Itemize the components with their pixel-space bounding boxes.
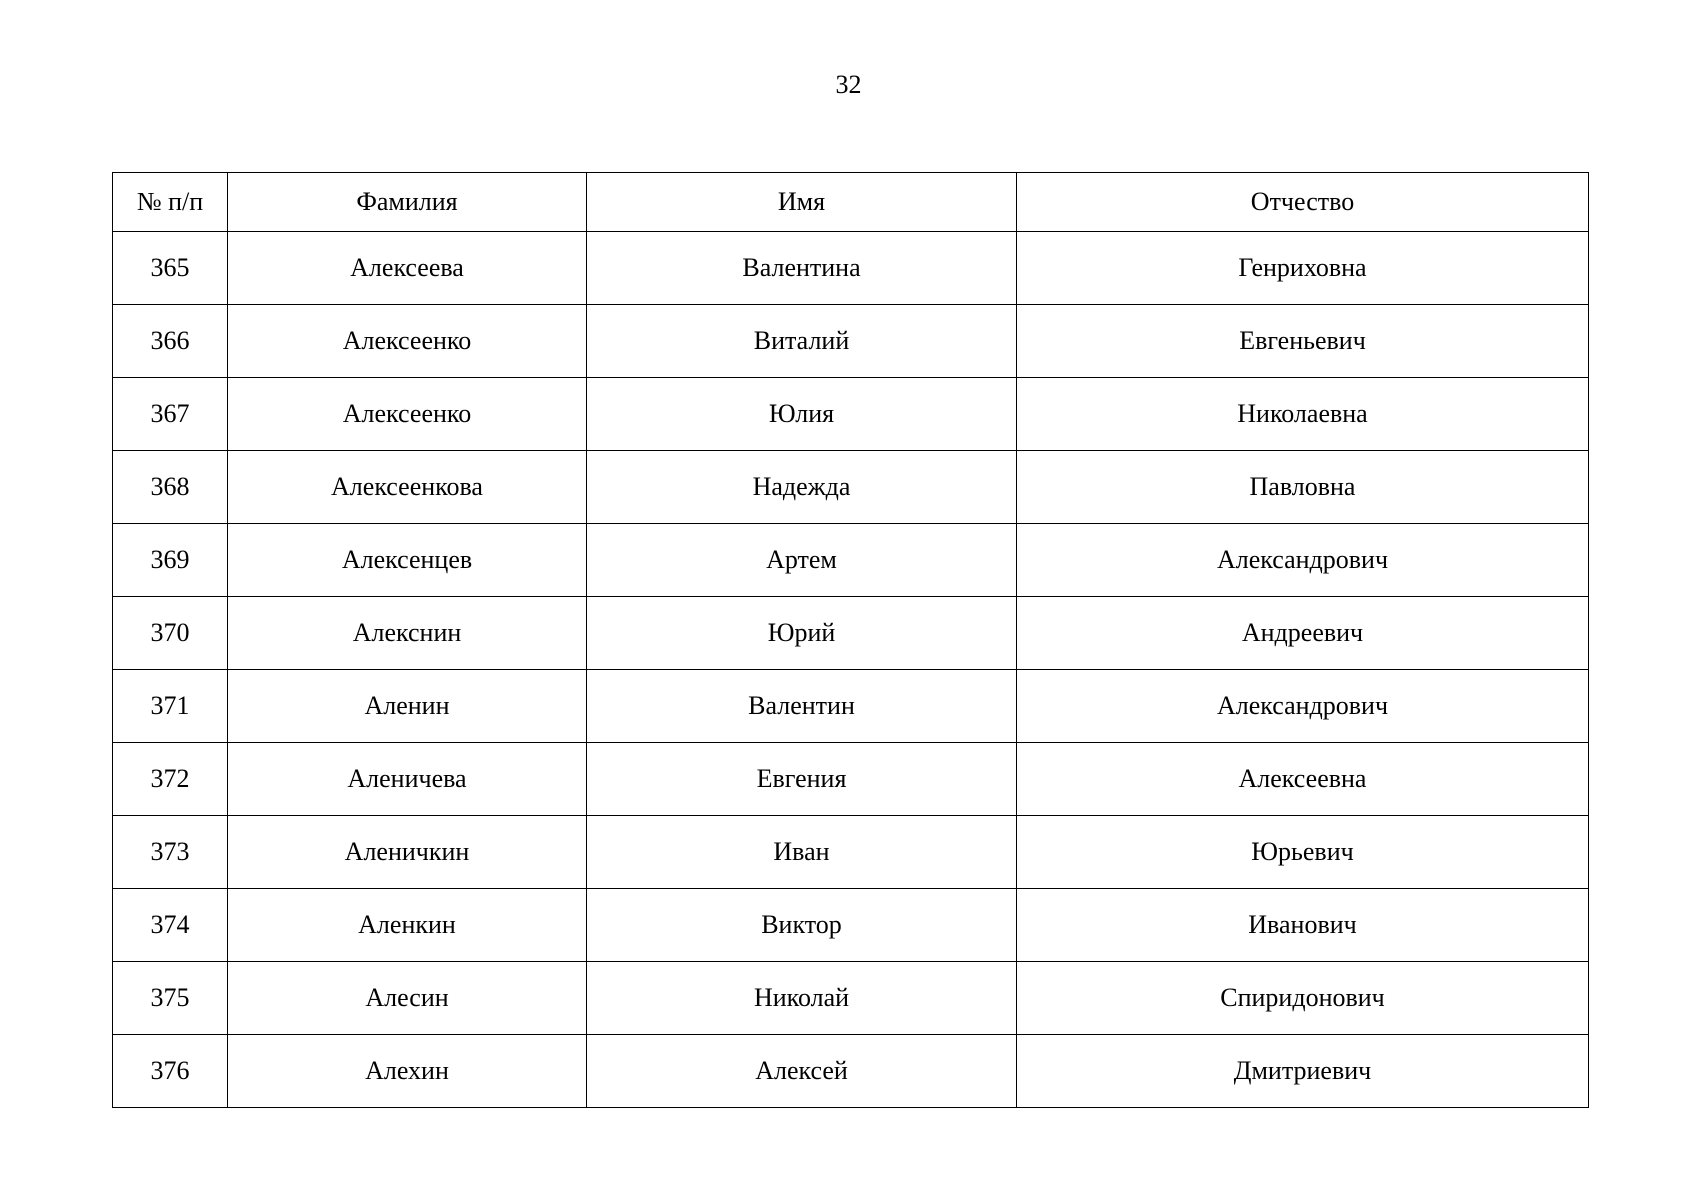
cell-number: 375: [113, 962, 228, 1035]
cell-patronymic: Юрьевич: [1017, 816, 1589, 889]
cell-patronymic: Александрович: [1017, 670, 1589, 743]
cell-last-name: Алексенцев: [228, 524, 587, 597]
cell-first-name: Валентина: [587, 232, 1017, 305]
cell-last-name: Алексеенко: [228, 378, 587, 451]
cell-number: 366: [113, 305, 228, 378]
table-row: [113, 1035, 1589, 1108]
cell-first-name: Артем: [587, 524, 1017, 597]
cell-last-name: Аленкин: [228, 889, 587, 962]
cell-patronymic: Алексеевна: [1017, 743, 1589, 816]
cell-last-name: Аленичева: [228, 743, 587, 816]
header-last-name: Фамилия: [228, 173, 587, 232]
cell-patronymic: Спиридонович: [1017, 962, 1589, 1035]
cell-last-name: Алексеенкова: [228, 451, 587, 524]
cell-last-name: Аленичкин: [228, 816, 587, 889]
cell-last-name: Алексеева: [228, 232, 587, 305]
cell-patronymic: Павловна: [1017, 451, 1589, 524]
cell-first-name: Николай: [587, 962, 1017, 1035]
table-row: [113, 378, 1589, 451]
cell-number: 372: [113, 743, 228, 816]
cell-first-name: Юлия: [587, 378, 1017, 451]
cell-first-name: Иван: [587, 816, 1017, 889]
cell-number: 371: [113, 670, 228, 743]
cell-number: 367: [113, 378, 228, 451]
cell-first-name: Виктор: [587, 889, 1017, 962]
table-header-row: [113, 173, 1589, 232]
cell-number: 373: [113, 816, 228, 889]
cell-number: 368: [113, 451, 228, 524]
table-row: [113, 232, 1589, 305]
table-row: [113, 889, 1589, 962]
cell-patronymic: Иванович: [1017, 889, 1589, 962]
cell-patronymic: Александрович: [1017, 524, 1589, 597]
table-row: [113, 597, 1589, 670]
cell-first-name: Виталий: [587, 305, 1017, 378]
cell-last-name: Алекснин: [228, 597, 587, 670]
table-row: [113, 816, 1589, 889]
page-number: 32: [835, 70, 862, 99]
cell-first-name: Надежда: [587, 451, 1017, 524]
cell-last-name: Алесин: [228, 962, 587, 1035]
cell-number: 369: [113, 524, 228, 597]
cell-last-name: Алексеенко: [228, 305, 587, 378]
header-patronymic: Отчество: [1017, 173, 1589, 232]
cell-patronymic: Дмитриевич: [1017, 1035, 1589, 1108]
cell-first-name: Евгения: [587, 743, 1017, 816]
cell-first-name: Юрий: [587, 597, 1017, 670]
table-row: [113, 524, 1589, 597]
cell-last-name: Алехин: [228, 1035, 587, 1108]
cell-patronymic: Андреевич: [1017, 597, 1589, 670]
cell-number: 365: [113, 232, 228, 305]
cell-number: 376: [113, 1035, 228, 1108]
table-row: [113, 743, 1589, 816]
cell-patronymic: Генриховна: [1017, 232, 1589, 305]
cell-number: 374: [113, 889, 228, 962]
cell-patronymic: Николаевна: [1017, 378, 1589, 451]
table-row: [113, 305, 1589, 378]
cell-patronymic: Евгеньевич: [1017, 305, 1589, 378]
table-row: [113, 670, 1589, 743]
cell-number: 370: [113, 597, 228, 670]
header-first-name: Имя: [587, 173, 1017, 232]
table-row: [113, 962, 1589, 1035]
cell-last-name: Аленин: [228, 670, 587, 743]
roster-table: [112, 172, 1589, 1108]
cell-first-name: Алексей: [587, 1035, 1017, 1108]
header-number: № п/п: [113, 173, 228, 232]
cell-first-name: Валентин: [587, 670, 1017, 743]
table-row: [113, 451, 1589, 524]
